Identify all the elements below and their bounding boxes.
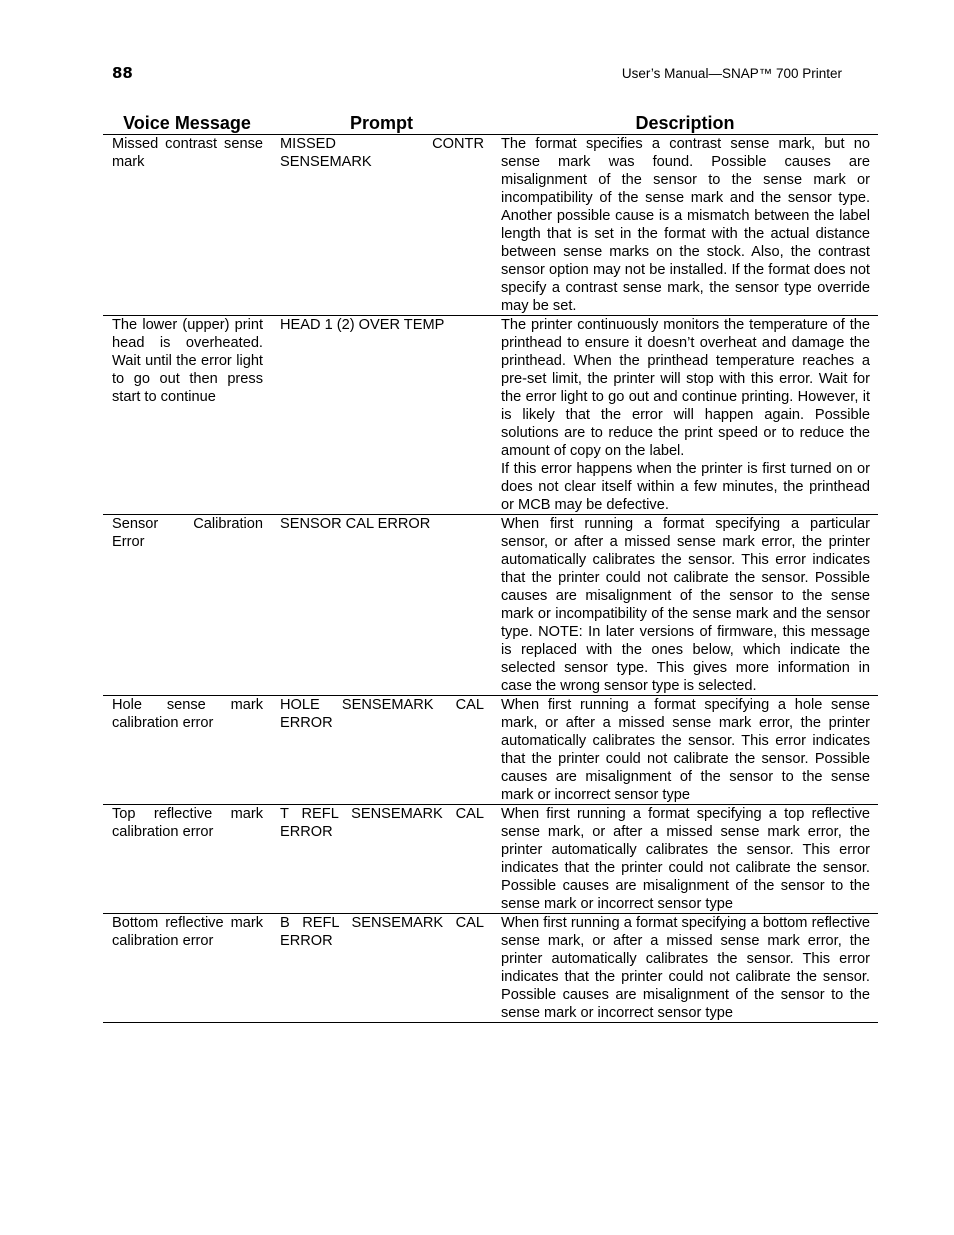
- running-head: User’s Manual—SNAP™ 700 Printer: [621, 66, 842, 81]
- table-row: [103, 316, 878, 515]
- description-cell: [492, 914, 878, 1023]
- column-header-description: Description: [492, 110, 878, 135]
- column-header-prompt: Prompt: [271, 110, 492, 135]
- prompt-cell: SENSOR CAL ERROR: [271, 515, 492, 696]
- table-row: [103, 135, 878, 316]
- description-cell: [492, 135, 878, 316]
- description-paragraph: When first running a format specifying a bottom reflective sense mark, or after a missed sense mark error, the printer automatically calibrates the sensor. This error indicates that the printer could not calibrate the sensor. Possible causes are misalignment of the sensor to the sense mark or incorrect sensor type: [501, 915, 870, 1021]
- voice-message-cell: The lower (upper) print head is overheated. Wait until the error light to go out then press start to continue: [103, 316, 271, 515]
- description-paragraph: If this error happens when the printer is first turned on or does not clear itself within a few minutes, the printhead or MCB may be defective.: [501, 461, 870, 513]
- description-paragraph: The printer continuously monitors the temperature of the printhead to ensure it doesn’t overheat and damage the printhead. When the printhead temperature reaches a pre-set limit, the printer will stop with this error. Wait for the error light to go out and continue printing. However, it is likely that the error will happen again. Possible solutions are to reduce the print speed or to reduce the amount of copy on the label.: [501, 317, 870, 459]
- description-cell: [492, 316, 878, 515]
- description-paragraph: When first running a format specifying a particular sensor, or after a missed sense mark error, the printer automatically calibrates the sensor. This error indicates that the printer could not calibrate the sensor. Possible causes are misalignment of the sensor to the sense mark or incompatibility of the sense mark and the sensor type. NOTE: In later versions of firmware, this message is replaced with the ones below, which indicate the selected sensor type. This gives more information in case the wrong sensor type is selected.: [501, 516, 870, 694]
- prompt-cell: B REFL SENSEMARK CAL ERROR: [271, 914, 492, 1023]
- prompt-cell: HOLE SENSEMARK CAL ERROR: [271, 696, 492, 805]
- table-header-row: [103, 110, 878, 135]
- description-cell: [492, 696, 878, 805]
- table-row: [103, 696, 878, 805]
- error-message-table: [103, 110, 878, 1023]
- column-header-voice-message: Voice Message: [103, 110, 271, 135]
- voice-message-cell: Hole sense mark calibration error: [103, 696, 271, 805]
- description-paragraph: The format specifies a contrast sense mark, but no sense mark was found. Possible causes are misalignment of the sensor to the sense mark or incompatibility of the sense mark and the sensor type. Another possible cause is a mismatch between the label length that is set in the format with the actual distance between sense marks on the stock. Also, the contrast sensor option may not be installed. If the format does not specify a contrast sense mark, the sensor type override may be set.: [501, 136, 870, 314]
- voice-message-cell: Missed contrast sense mark: [103, 135, 271, 316]
- table-row: [103, 805, 878, 914]
- page-number: 88: [112, 64, 133, 82]
- description-paragraph: When first running a format specifying a top reflective sense mark, or after a missed sense mark error, the printer automatically calibrates the sensor. This error indicates that the printer could not calibrate the sensor. Possible causes are misalignment of the sensor to the sense mark or incorrect sensor type: [501, 806, 870, 912]
- description-paragraph: When first running a format specifying a hole sense mark, or after a missed sense mark error, the printer automatically calibrates the sensor. This error indicates that the printer could not calibrate the sensor. Possible causes are misalignment of the sensor to the sense mark or incorrect sensor type: [501, 697, 870, 803]
- table-row: [103, 515, 878, 696]
- prompt-cell: T REFL SENSEMARK CAL ERROR: [271, 805, 492, 914]
- voice-message-cell: Bottom reflective mark calibration error: [103, 914, 271, 1023]
- voice-message-cell: Top reflective mark calibration error: [103, 805, 271, 914]
- voice-message-cell: Sensor Calibration Error: [103, 515, 271, 696]
- prompt-cell: HEAD 1 (2) OVER TEMP: [271, 316, 492, 515]
- description-cell: [492, 515, 878, 696]
- description-cell: [492, 805, 878, 914]
- table-row: [103, 914, 878, 1023]
- prompt-cell: MISSED CONTR SENSEMARK: [271, 135, 492, 316]
